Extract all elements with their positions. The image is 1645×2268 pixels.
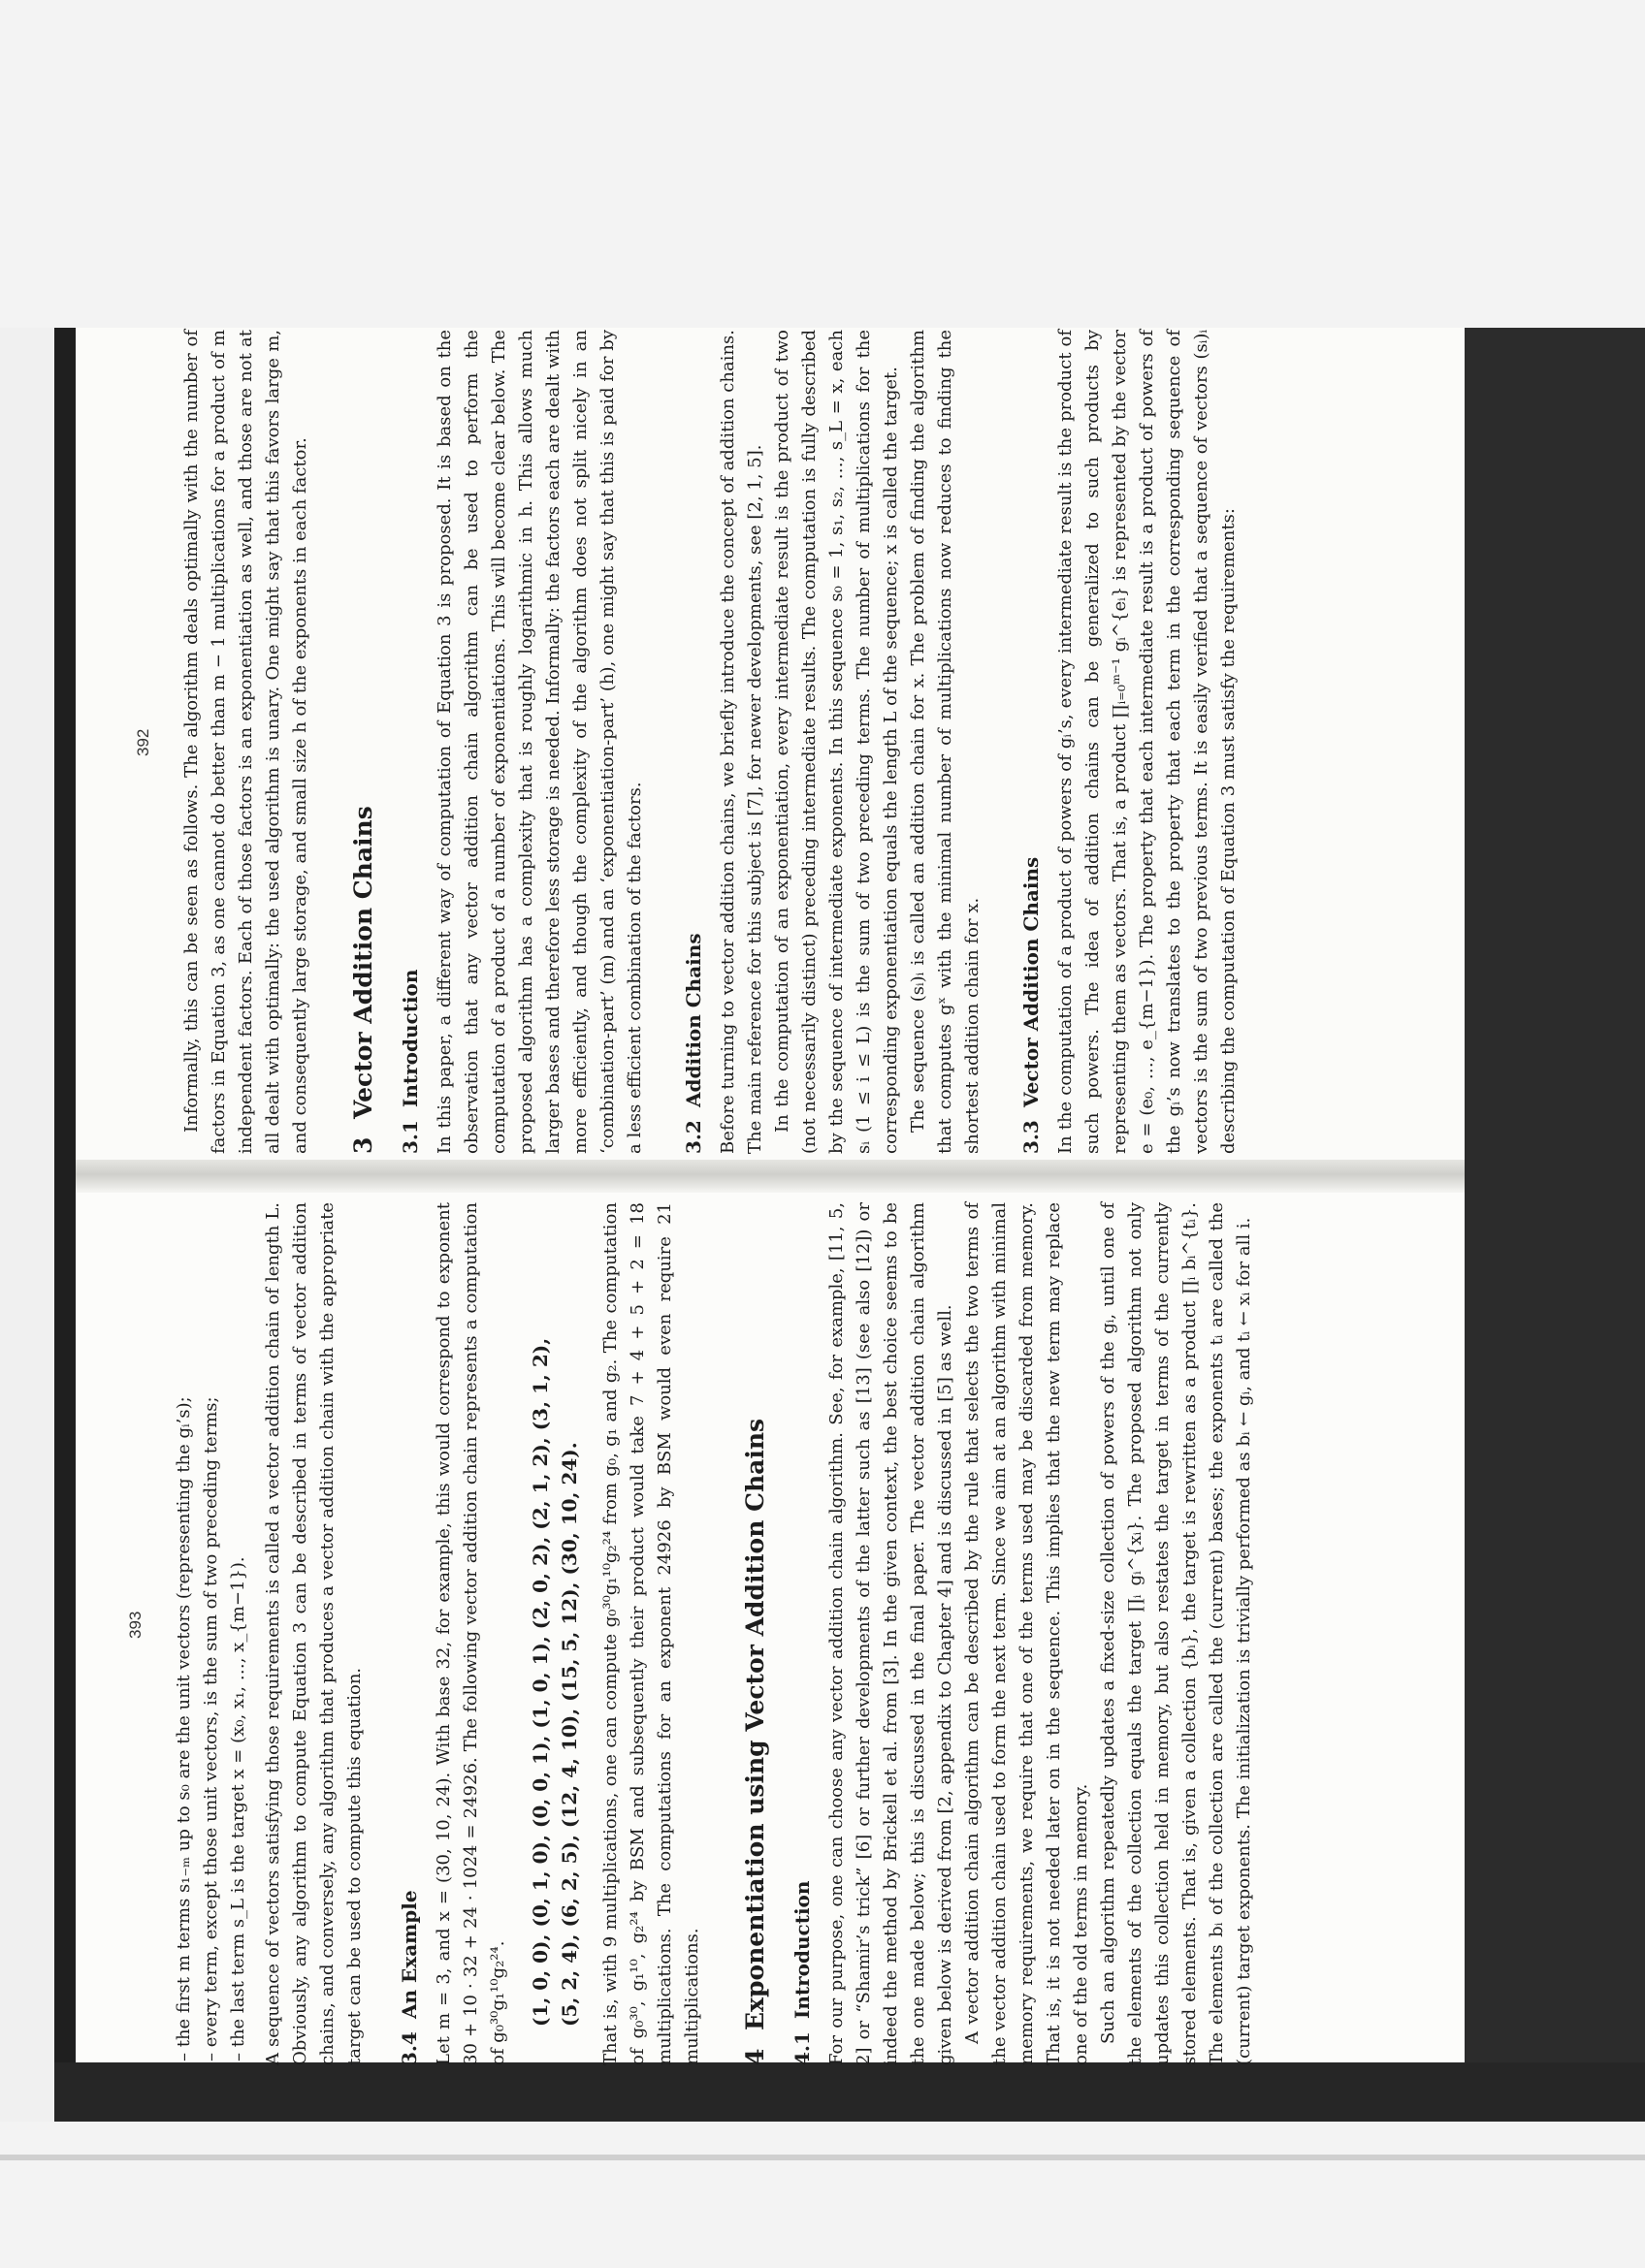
book-shadow-top <box>1465 328 1645 2122</box>
section-3-2-paragraph: The sequence (sᵢ)ᵢ is called an addition chain for x. The problem of finding the algorithm that computes gˣ with the minimal number of multiplications now reduces to finding the shortest addition chain for x. <box>908 330 983 1154</box>
list-item: – every term, except those unit vectors, is the sum of two preceding terms; <box>198 1202 225 2065</box>
section-3-2-heading: 3.2Addition Chains <box>682 933 705 1154</box>
section-3-3-heading: 3.3Vector Addition Chains <box>1019 856 1043 1154</box>
page-number: 392 <box>134 728 152 756</box>
example-chain-line: (5, 2, 4), (6, 2, 5), (12, 4, 10), (15, 5, 12), (30, 10, 24). <box>558 1442 581 2027</box>
section-4-1-paragraph: Such an algorithm repeatedly updates a fixed-size collection of powers of the gᵢ, until one of the elements of the collection equals the target ∏ᵢ gᵢ^{xᵢ}. The proposed algorithm not only updates this collection held in memory, but also restates the target in terms of the currently stored elements. That is, given a collection {bᵢ}, the target is rewritten as a product ∏ᵢ bᵢ^{tᵢ}. The elements bᵢ of the collection are called the (current) bases; the exponents tᵢ are called the (current) target exponents. The initialization is trivially performed as bᵢ ← gᵢ, and tᵢ ← xᵢ for all i. <box>1098 1202 1254 2065</box>
section-3-heading: 3Vector Addition Chains <box>349 806 377 1154</box>
example-paragraph: Let m = 3, and x = (30, 10, 24). With base 32, for example, this would correspond to exponent 30 + 10 · 32 + 24 · 1024 = 24926. The following vector addition chain represents a computation of g₀³⁰g₁¹⁰g₂²⁴. <box>434 1202 508 2065</box>
book-gutter <box>76 1160 1598 1193</box>
section-3-1-body: In this paper, a different way of computation of Equation 3 is proposed. It is based on the observation that any vector addition chain algorithm can be used to perform the computation of a product of a number of exponentiations. This will become clear below. The proposed algorithm has a complexity that is roughly logarithmic in h. This allows much larger bases and therefore less storage is needed. Informally: the factors each are dealt with more efficiently, and though the complexity of the algorithm does not split nicely in an ‘combination-part’ (m) and an ‘exponentiation-part’ (h), one might say that this is paid for by a less efficient combination of the factors. <box>435 330 645 1154</box>
example-paragraph: That is, with 9 multiplications, one can compute g₀³⁰g₁¹⁰g₂²⁴ from g₀, g₁ and g₂. The computation of g₀³⁰, g₁¹⁰, g₂²⁴ by BSM and subsequently their product would take 7 + 4 + 5 + 2 = 18 multiplications. The computations for an exponent 24926 by BSM would even require 21 multiplications. <box>600 1202 702 2065</box>
page-392 <box>97 330 1455 1154</box>
page-number: 393 <box>126 1611 145 1639</box>
list-item: – the first m terms s₁₋ₘ up to s₀ are the unit vectors (representing the gᵢ’s); <box>171 1202 198 2065</box>
scanner-edge <box>0 2155 1645 2160</box>
section-3-2-paragraph: Before turning to vector addition chains, we briefly introduce the concept of addition chains. The main reference for this subject is [7], for newer developments, see [2, 1, 5]. <box>718 330 765 1154</box>
section-3-3-body: In the computation of a product of powers of gᵢ’s, every intermediate result is the product of such powers. The idea of addition chains can be generalized to such products by representing them as vectors. That is, a product ∏ᵢ₌₀ᵐ⁻¹ gᵢ^{eᵢ} is represented by the vector e = (e₀, …, e_{m−1}). The property that each intermediate result is a product of powers of the gᵢ’s now translates to the property that each term in the corresponding sequence of vectors is the sum of two previous terms. It is easily verified that a sequence of vectors (sᵢ)ᵢ describing the computation of Equation 3 must satisfy the requirements: <box>1055 330 1239 1154</box>
section-3-1-heading: 3.1Introduction <box>399 969 422 1154</box>
page-393 <box>89 1202 1447 2065</box>
section-4-heading: 4Exponentiation using Vector Addition Chains <box>741 1418 769 2065</box>
example-chain-line: (1, 0, 0), (0, 1, 0), (0, 0, 1), (1, 0, 1), (2, 0, 2), (2, 1, 2), (3, 1, 2), <box>529 1337 552 2027</box>
book-shadow-right <box>54 2062 1645 2122</box>
section-4-1-heading: 4.1Introduction <box>790 1880 814 2065</box>
section-3-2-paragraph: In the computation of an exponentiation, every intermediate result is the product of two (not necessarily distinct) preceding intermediate results. The computation is fully described by the sequence of intermediate exponents. In this sequence s₀ = 1, s₁, s₂, …, s_L = x, each sᵢ (1 ≤ i ≤ L) is the sum of two preceding terms. The number of multiplications for the corresponding exponentiation equals the length L of the sequence; x is called the target. <box>772 330 901 1154</box>
section-3-4-heading: 3.4An Example <box>398 1890 421 2065</box>
scan-margin-bottom <box>0 2122 1645 2268</box>
section-4-1-paragraph: For our purpose, one can choose any vector addition chain algorithm. See, for example, [11, 5, 2] or “Shamir’s trick” [6] or further developments of the latter such as [13] (see also [12]) or indeed the method by Brickell et al. from [3]. In the given context, the best choice seems to be the one made below; this is discussed in the final paper. The vector addition chain algorithm given below is derived from [2, appendix to Chapter 4] and is discussed in [5] as well. <box>826 1202 955 2065</box>
list-item: – the last term s_L is the target x = (x₀, x₁, …, x_{m−1}). <box>225 1202 252 2065</box>
vector-addition-chain-definition: A sequence of vectors satisfying those requirements is called a vector addition chain of length L. Obviously, any algorithm to compute Equation 3 can be described in terms of vector addition chains, and conversely, any algorithm that produces a vector addition chain with the appropriate target can be used to compute this equation. <box>263 1202 365 2065</box>
book-edge <box>54 328 76 2122</box>
page-393-column <box>171 1202 1258 2065</box>
scan-margin-top <box>0 0 1645 328</box>
intro-paragraph: Informally, this can be seen as follows. The algorithm deals optimally with the number of factors in Equation 3, as one cannot do better than m − 1 multiplications for a product of m independent factors. Each of those factors is an exponentiation as well, and those are not at all dealt with optimally: the used algorithm is unary. One might say that this favors large m, and consequently large storage, and small size h of the exponents in each factor. <box>181 330 310 1154</box>
section-4-1-paragraph: A vector addition chain algorithm can be described by the rule that selects the two terms of the vector addition chain used to form the next term. Since we aim at an algorithm with minimal memory requirements, we require that one of the terms used may be discarded from memory. That is, it is not needed later on in the sequence. This implies that the new term may replace one of the old terms in memory. <box>962 1202 1091 2065</box>
requirements-list <box>171 1202 252 2065</box>
page-392-column <box>178 330 1242 1154</box>
example-chain <box>526 1202 584 2027</box>
